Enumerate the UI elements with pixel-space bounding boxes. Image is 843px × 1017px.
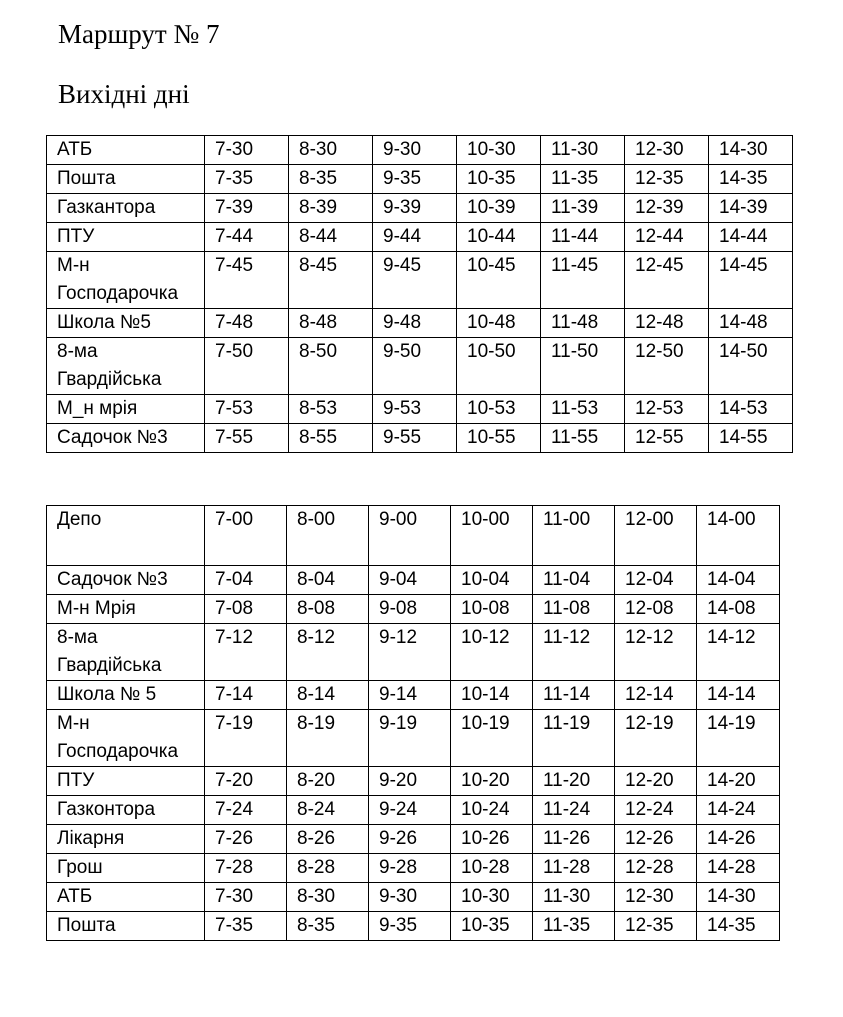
departure-time: 12-20 [615, 767, 697, 796]
departure-time: 11-26 [533, 825, 615, 854]
stop-name: М-н Господарочка [47, 710, 205, 767]
table-row [47, 595, 780, 624]
departure-time: 12-08 [615, 595, 697, 624]
departure-time: 8-12 [287, 624, 369, 681]
stop-name: ПТУ [47, 767, 205, 796]
stop-name: 8-ма Гвардійська [47, 338, 205, 395]
departure-time: 8-28 [287, 854, 369, 883]
departure-time: 14-55 [709, 424, 793, 453]
departure-time: 14-26 [697, 825, 780, 854]
departure-time: 8-30 [287, 883, 369, 912]
table-row [47, 796, 780, 825]
departure-time: 7-04 [205, 566, 287, 595]
departure-time: 7-00 [205, 506, 287, 566]
schedule-day-type: Вихідні дні [58, 79, 190, 109]
stop-name: М-н Мрія [47, 595, 205, 624]
departure-time: 9-35 [373, 165, 457, 194]
departure-time: 8-19 [287, 710, 369, 767]
departure-time: 10-50 [457, 338, 541, 395]
table-row [47, 624, 780, 681]
departure-time: 10-12 [451, 624, 533, 681]
stop-name: Пошта [47, 165, 205, 194]
departure-time: 12-00 [615, 506, 697, 566]
departure-time: 7-50 [205, 338, 289, 395]
departure-time: 14-30 [697, 883, 780, 912]
table-row [47, 681, 780, 710]
departure-time: 11-30 [541, 136, 625, 165]
departure-time: 7-30 [205, 136, 289, 165]
departure-time: 12-14 [615, 681, 697, 710]
departure-time: 7-28 [205, 854, 287, 883]
table-row [47, 883, 780, 912]
table-row [47, 395, 793, 424]
departure-time: 9-39 [373, 194, 457, 223]
departure-time: 11-00 [533, 506, 615, 566]
departure-time: 7-26 [205, 825, 287, 854]
departure-time: 14-19 [697, 710, 780, 767]
departure-time: 12-30 [615, 883, 697, 912]
departure-time: 11-28 [533, 854, 615, 883]
stop-name: Лікарня [47, 825, 205, 854]
table-row [47, 223, 793, 252]
departure-time: 9-24 [369, 796, 451, 825]
departure-time: 9-53 [373, 395, 457, 424]
departure-time: 11-35 [541, 165, 625, 194]
departure-time: 8-55 [289, 424, 373, 453]
departure-time: 12-44 [625, 223, 709, 252]
stop-name: Газконтора [47, 796, 205, 825]
departure-time: 10-24 [451, 796, 533, 825]
departure-time: 10-28 [451, 854, 533, 883]
departure-time: 7-44 [205, 223, 289, 252]
departure-time: 14-35 [697, 912, 780, 941]
departure-time: 12-26 [615, 825, 697, 854]
departure-time: 11-12 [533, 624, 615, 681]
departure-time: 11-39 [541, 194, 625, 223]
departure-time: 10-44 [457, 223, 541, 252]
departure-time: 12-39 [625, 194, 709, 223]
departure-time: 9-45 [373, 252, 457, 309]
departure-time: 14-30 [709, 136, 793, 165]
departure-time: 11-08 [533, 595, 615, 624]
departure-time: 11-50 [541, 338, 625, 395]
timetable-body [47, 506, 780, 941]
departure-time: 12-35 [615, 912, 697, 941]
departure-time: 8-39 [289, 194, 373, 223]
departure-time: 11-20 [533, 767, 615, 796]
departure-time: 14-45 [709, 252, 793, 309]
departure-time: 12-12 [615, 624, 697, 681]
table-row [47, 252, 793, 309]
departure-time: 8-45 [289, 252, 373, 309]
departure-time: 8-04 [287, 566, 369, 595]
departure-time: 7-48 [205, 309, 289, 338]
departure-time: 14-08 [697, 595, 780, 624]
departure-time: 9-08 [369, 595, 451, 624]
departure-time: 7-35 [205, 165, 289, 194]
departure-time: 9-04 [369, 566, 451, 595]
departure-time: 12-53 [625, 395, 709, 424]
departure-time: 8-08 [287, 595, 369, 624]
timetable-outbound [46, 135, 793, 453]
departure-time: 7-12 [205, 624, 287, 681]
departure-time: 8-20 [287, 767, 369, 796]
departure-time: 9-19 [369, 710, 451, 767]
departure-time: 8-00 [287, 506, 369, 566]
departure-time: 14-39 [709, 194, 793, 223]
departure-time: 14-14 [697, 681, 780, 710]
stop-name: АТБ [47, 883, 205, 912]
departure-time: 12-28 [615, 854, 697, 883]
departure-time: 11-30 [533, 883, 615, 912]
departure-time: 7-39 [205, 194, 289, 223]
stop-name: 8-ма Гвардійська [47, 624, 205, 681]
table-row [47, 506, 780, 566]
departure-time: 10-53 [457, 395, 541, 424]
departure-time: 11-48 [541, 309, 625, 338]
departure-time: 8-24 [287, 796, 369, 825]
departure-time: 7-08 [205, 595, 287, 624]
table-row [47, 767, 780, 796]
departure-time: 7-19 [205, 710, 287, 767]
departure-time: 14-12 [697, 624, 780, 681]
departure-time: 14-50 [709, 338, 793, 395]
stop-name: М_н мрія [47, 395, 205, 424]
departure-time: 12-50 [625, 338, 709, 395]
departure-time: 11-19 [533, 710, 615, 767]
departure-time: 7-55 [205, 424, 289, 453]
departure-time: 10-26 [451, 825, 533, 854]
stop-name: Садочок №3 [47, 424, 205, 453]
departure-time: 10-45 [457, 252, 541, 309]
departure-time: 9-30 [373, 136, 457, 165]
departure-time: 11-55 [541, 424, 625, 453]
departure-time: 14-44 [709, 223, 793, 252]
departure-time: 9-00 [369, 506, 451, 566]
departure-time: 10-35 [457, 165, 541, 194]
departure-time: 9-35 [369, 912, 451, 941]
departure-time: 8-30 [289, 136, 373, 165]
departure-time: 14-24 [697, 796, 780, 825]
table-row [47, 194, 793, 223]
departure-time: 7-14 [205, 681, 287, 710]
table-row [47, 566, 780, 595]
stop-name: М-н Господарочка [47, 252, 205, 309]
departure-time: 10-48 [457, 309, 541, 338]
departure-time: 10-04 [451, 566, 533, 595]
departure-time: 10-39 [457, 194, 541, 223]
stop-name: Депо [47, 506, 205, 566]
departure-time: 10-35 [451, 912, 533, 941]
departure-time: 8-50 [289, 338, 373, 395]
departure-time: 7-53 [205, 395, 289, 424]
departure-time: 12-45 [625, 252, 709, 309]
stop-name: АТБ [47, 136, 205, 165]
departure-time: 10-20 [451, 767, 533, 796]
departure-time: 10-30 [457, 136, 541, 165]
departure-time: 7-30 [205, 883, 287, 912]
departure-time: 8-53 [289, 395, 373, 424]
departure-time: 10-19 [451, 710, 533, 767]
departure-time: 10-55 [457, 424, 541, 453]
table-row [47, 424, 793, 453]
departure-time: 14-28 [697, 854, 780, 883]
departure-time: 11-04 [533, 566, 615, 595]
departure-time: 11-44 [541, 223, 625, 252]
departure-time: 14-35 [709, 165, 793, 194]
timetable-body [47, 136, 793, 453]
departure-time: 8-48 [289, 309, 373, 338]
departure-time: 10-08 [451, 595, 533, 624]
departure-time: 11-45 [541, 252, 625, 309]
departure-time: 14-00 [697, 506, 780, 566]
departure-time: 8-35 [289, 165, 373, 194]
departure-time: 9-48 [373, 309, 457, 338]
departure-time: 11-53 [541, 395, 625, 424]
departure-time: 7-20 [205, 767, 287, 796]
departure-time: 9-55 [373, 424, 457, 453]
stop-name: Садочок №3 [47, 566, 205, 595]
departure-time: 10-00 [451, 506, 533, 566]
departure-time: 8-14 [287, 681, 369, 710]
departure-time: 14-04 [697, 566, 780, 595]
stop-name: Школа №5 [47, 309, 205, 338]
departure-time: 12-30 [625, 136, 709, 165]
table-row [47, 165, 793, 194]
departure-time: 9-50 [373, 338, 457, 395]
departure-time: 9-14 [369, 681, 451, 710]
timetable-return [46, 505, 780, 941]
departure-time: 14-20 [697, 767, 780, 796]
departure-time: 12-24 [615, 796, 697, 825]
departure-time: 7-35 [205, 912, 287, 941]
departure-time: 11-24 [533, 796, 615, 825]
departure-time: 12-35 [625, 165, 709, 194]
departure-time: 9-12 [369, 624, 451, 681]
table-row [47, 854, 780, 883]
table-row [47, 136, 793, 165]
departure-time: 8-44 [289, 223, 373, 252]
table-row [47, 309, 793, 338]
stop-name: Пошта [47, 912, 205, 941]
departure-time: 12-55 [625, 424, 709, 453]
departure-time: 7-24 [205, 796, 287, 825]
departure-time: 9-30 [369, 883, 451, 912]
departure-time: 11-14 [533, 681, 615, 710]
table-row [47, 338, 793, 395]
table-row [47, 912, 780, 941]
table-row [47, 710, 780, 767]
departure-time: 9-28 [369, 854, 451, 883]
table-row [47, 825, 780, 854]
stop-name: Школа № 5 [47, 681, 205, 710]
stop-name: ПТУ [47, 223, 205, 252]
departure-time: 7-45 [205, 252, 289, 309]
departure-time: 10-30 [451, 883, 533, 912]
departure-time: 9-44 [373, 223, 457, 252]
stop-name: Газкантора [47, 194, 205, 223]
departure-time: 9-20 [369, 767, 451, 796]
departure-time: 9-26 [369, 825, 451, 854]
departure-time: 14-53 [709, 395, 793, 424]
route-title: Маршрут № 7 [58, 19, 220, 49]
departure-time: 12-19 [615, 710, 697, 767]
departure-time: 12-48 [625, 309, 709, 338]
departure-time: 12-04 [615, 566, 697, 595]
departure-time: 14-48 [709, 309, 793, 338]
departure-time: 10-14 [451, 681, 533, 710]
departure-time: 8-26 [287, 825, 369, 854]
departure-time: 8-35 [287, 912, 369, 941]
departure-time: 11-35 [533, 912, 615, 941]
stop-name: Грош [47, 854, 205, 883]
